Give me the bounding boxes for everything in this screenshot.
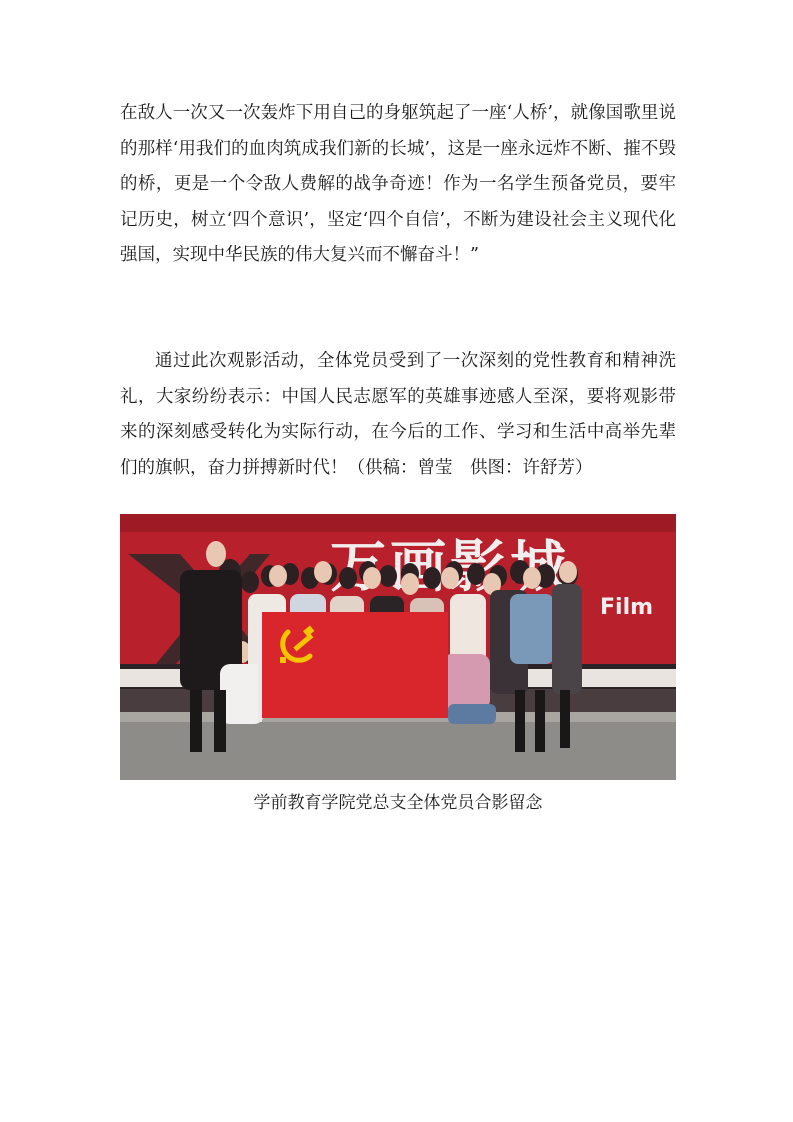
cinema-sign-sub: Film [600,595,654,620]
photo-caption: 学前教育学院党总支全体党员合影留念 [253,793,543,813]
group-photo [120,514,676,780]
party-flag [258,612,448,722]
body-paragraph-1: 在敌人一次又一次轰炸下用自己的身躯筑起了一座‘人桥’，就像国歌里说的那样‘用我们的血肉筑成我们新的长城’，这是一座永远炸不断、摧不毁的桥，更是一个令敌人费解的战争奇迹！作为一名学生预备党员，要牢记历史，树立‘四个意识’，坚定‘四个自信’，不断为建设社会主义现代化强国，实现中华民族的伟大复兴而不懈奋斗！” [120,103,676,265]
body-paragraph-2: 通过此次观影活动，全体党员受到了一次深刻的党性教育和精神洗礼，大家纷纷表示：中国人民志愿军的英雄事迹感人至深，要将观影带来的深刻感受转化为实际行动，在今后的工作、学习和生活中高举先辈们的旗帜，奋力拼搏新时代！（供稿：曾莹 供图：许舒芳） [120,351,676,478]
